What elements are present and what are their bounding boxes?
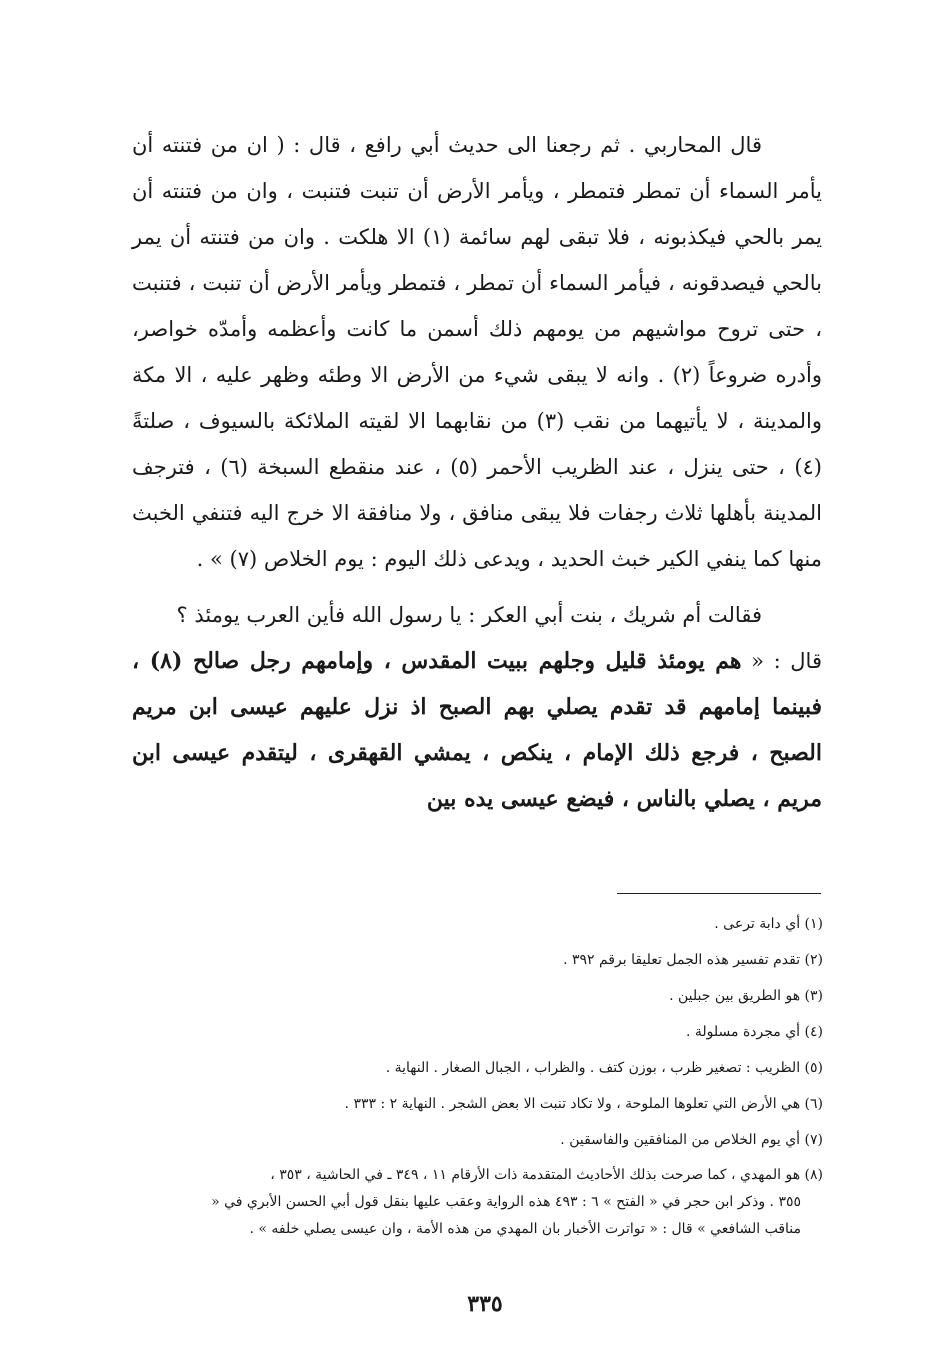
footnote-8-first-line: (٨) هو المهدي ، كما صرحت بذلك الأحاديث المتقدمة ذات الأرقام ١١ ، ٣٤٩ ـ في الحاشية ، ٣٥٣ ، xyxy=(270,1167,823,1183)
paragraph-2-lead: قال : « xyxy=(741,649,822,673)
hadith-bold-text: هم يومئذ قليل وجلهم ببيت المقدس ، وإمامهم رجل صالح (٨) ، فبينما إمامهم قد تقدم يصلي بهم الصبح اذ نزل عليهم عيسى ابن مريم الصبح ، فرجع ذلك الإمام ، ينكص ، يمشي القهقرى ، ليتقدم عيسى ابن مريم ، يصلي بالناس ، فيضع عيسى يده بين xyxy=(132,648,822,812)
footnotes xyxy=(175,906,823,1243)
footnote-8 xyxy=(175,1162,823,1243)
footnote-6: (٦) هي الأرض التي تعلوها الملوحة ، ولا تكاد تنبت الا بعض الشجر . النهاية ٢ : ٣٣٣ . xyxy=(344,1096,823,1112)
paragraph-1: قال المحاربي . ثم رجعنا الى حديث أبي رافع ، قال : ( ان من فتنته أن يأمر السماء أن تمطر فتمطر ، ويأمر الأرض أن تنبت فتنبت ، وان من فتنته أن يمر بالحي فيكذبونه ، فلا تبقى لهم سائمة (١) الا هلكت . وان من فتنته أن يمر بالحي فيصدقونه ، فيأمر السماء أن تمطر ، فتمطر ويأمر الأرض أن تنبت ، فتنبت ، حتى تروح مواشيهم من يومهم ذلك أسمن ما كانت وأعظمه وأمدّه خواصر، وأدره ضروعاً (٢) . وانه لا يبقى شيء من الأرض الا وطئه وظهر عليه ، الا مكة والمدينة ، لا يأتيهما من نقب (٣) من نقابهما الا لقيته الملائكة بالسيوف ، صلتةً (٤) ، حتى ينزل ، عند الظريب الأحمر (٥) ، عند منقطع السبخة (٦) ، فترجف المدينة بأهلها ثلاث رجفات فلا يبقى منافق ، ولا منافقة الا خرج اليه فتنفي الخبث منها كما ينفي الكير خبث الحديد ، ويدعى ذلك اليوم : يوم الخلاص (٧) » . xyxy=(132,133,822,571)
footnote-4: (٤) أي مجردة مسلولة . xyxy=(685,1024,823,1040)
footnote-5: (٥) الظريب : تصغير ظرب ، بوزن كتف . والظراب ، الجبال الصغار . النهاية . xyxy=(385,1060,823,1076)
main-text xyxy=(132,122,822,822)
footnote-1: (١) أي دابة ترعى . xyxy=(714,916,823,932)
paragraph-2-intro: فقالت أم شريك ، بنت أبي العكر : يا رسول الله فأين العرب يومئذ ؟ xyxy=(176,603,762,627)
footnote-3: (٣) هو الطريق بين جبلين . xyxy=(669,988,823,1004)
footnote-7: (٧) أي يوم الخلاص من المنافقين والفاسقين . xyxy=(560,1132,823,1148)
page-number: ٣٣٥ xyxy=(467,1291,503,1317)
footnote-8-continuation: ٣٥٥ . وذكر ابن حجر في « الفتح » ٦ : ٤٩٣ هذه الرواية وعقب عليها بنقل قول أبي الحسن الأبري في « مناقب الشافعي » قال : « تواترت الأخبار بان المهدي من هذه الأمة ، وان عيسى يصلي خلفه » . xyxy=(211,1194,801,1237)
paragraph-2 xyxy=(132,592,822,822)
footnote-separator xyxy=(617,893,821,894)
footnote-2: (٢) تقدم تفسير هذه الجمل تعليقا برقم ٣٩٢ . xyxy=(563,952,823,968)
